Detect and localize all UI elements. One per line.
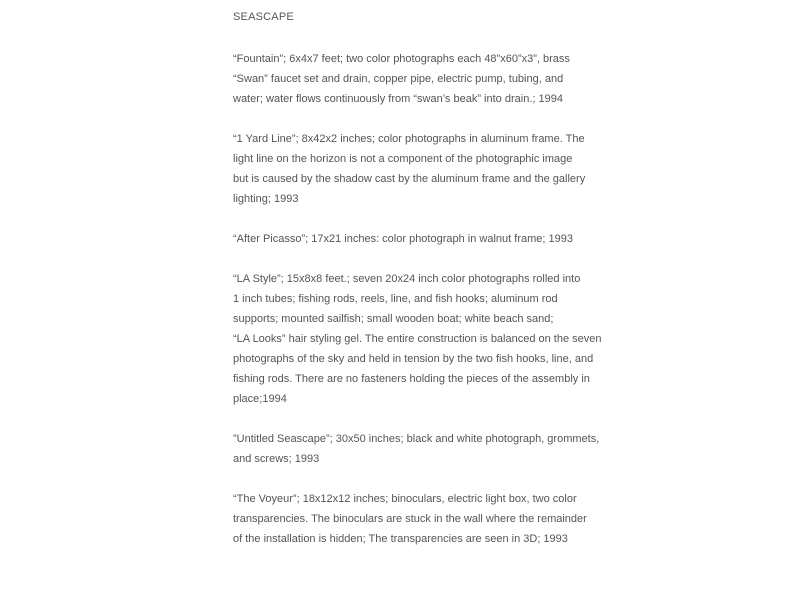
entry-line: “The Voyeur”; 18x12x12 inches; binoculars, electric light box, two color	[233, 493, 577, 505]
entry-line: of the installation is hidden; The transparencies are seen in 3D; 1993	[233, 533, 568, 545]
entry-line: 1 inch tubes; fishing rods, reels, line, and fish hooks; aluminum rod	[233, 293, 558, 305]
entry-line: light line on the horizon is not a component of the photographic image	[233, 153, 573, 165]
entry-line: “Swan” faucet set and drain, copper pipe, electric pump, tubing, and	[233, 73, 564, 85]
entry-line: place;1994	[233, 393, 287, 405]
artwork-entry-la-style	[233, 269, 653, 409]
entry-line: ”Untitled Seascape”; 30x50 inches; black and white photograph, grommets,	[233, 433, 600, 445]
entry-line: but is caused by the shadow cast by the aluminum frame and the gallery	[233, 173, 586, 185]
entry-line: “1 Yard Line”; 8x42x2 inches; color photographs in aluminum frame. The	[233, 133, 585, 145]
entry-line: photographs of the sky and held in tension by the two fish hooks, line, and	[233, 353, 594, 365]
entry-line: transparencies. The binoculars are stuck in the wall where the remainder	[233, 513, 587, 525]
entry-line: supports; mounted sailfish; small wooden boat; white beach sand;	[233, 313, 554, 325]
page-content	[233, 9, 653, 549]
entry-line: “Fountain”; 6x4x7 feet; two color photographs each 48”x60”x3”, brass	[233, 53, 570, 65]
entry-line: “After Picasso”; 17x21 inches: color photograph in walnut frame; 1993	[233, 233, 573, 245]
entry-line: “LA Looks” hair styling gel. The entire construction is balanced on the seven	[233, 333, 602, 345]
artwork-entry-after-picasso	[233, 229, 653, 249]
entry-line: water; water flows continuously from “swan’s beak” into drain.; 1994	[233, 93, 563, 105]
entry-line: fishing rods. There are no fasteners holding the pieces of the assembly in	[233, 373, 590, 385]
artwork-entry-1-yard-line	[233, 129, 653, 209]
page-title: SEASCAPE	[233, 11, 294, 23]
artwork-entry-the-voyeur	[233, 489, 653, 549]
artwork-entry-fountain	[233, 49, 653, 109]
entry-line: lighting; 1993	[233, 193, 299, 205]
artwork-entry-untitled-seascape	[233, 429, 653, 469]
entry-line: “LA Style”; 15x8x8 feet.; seven 20x24 inch color photographs rolled into	[233, 273, 581, 285]
entry-line: and screws; 1993	[233, 453, 320, 465]
